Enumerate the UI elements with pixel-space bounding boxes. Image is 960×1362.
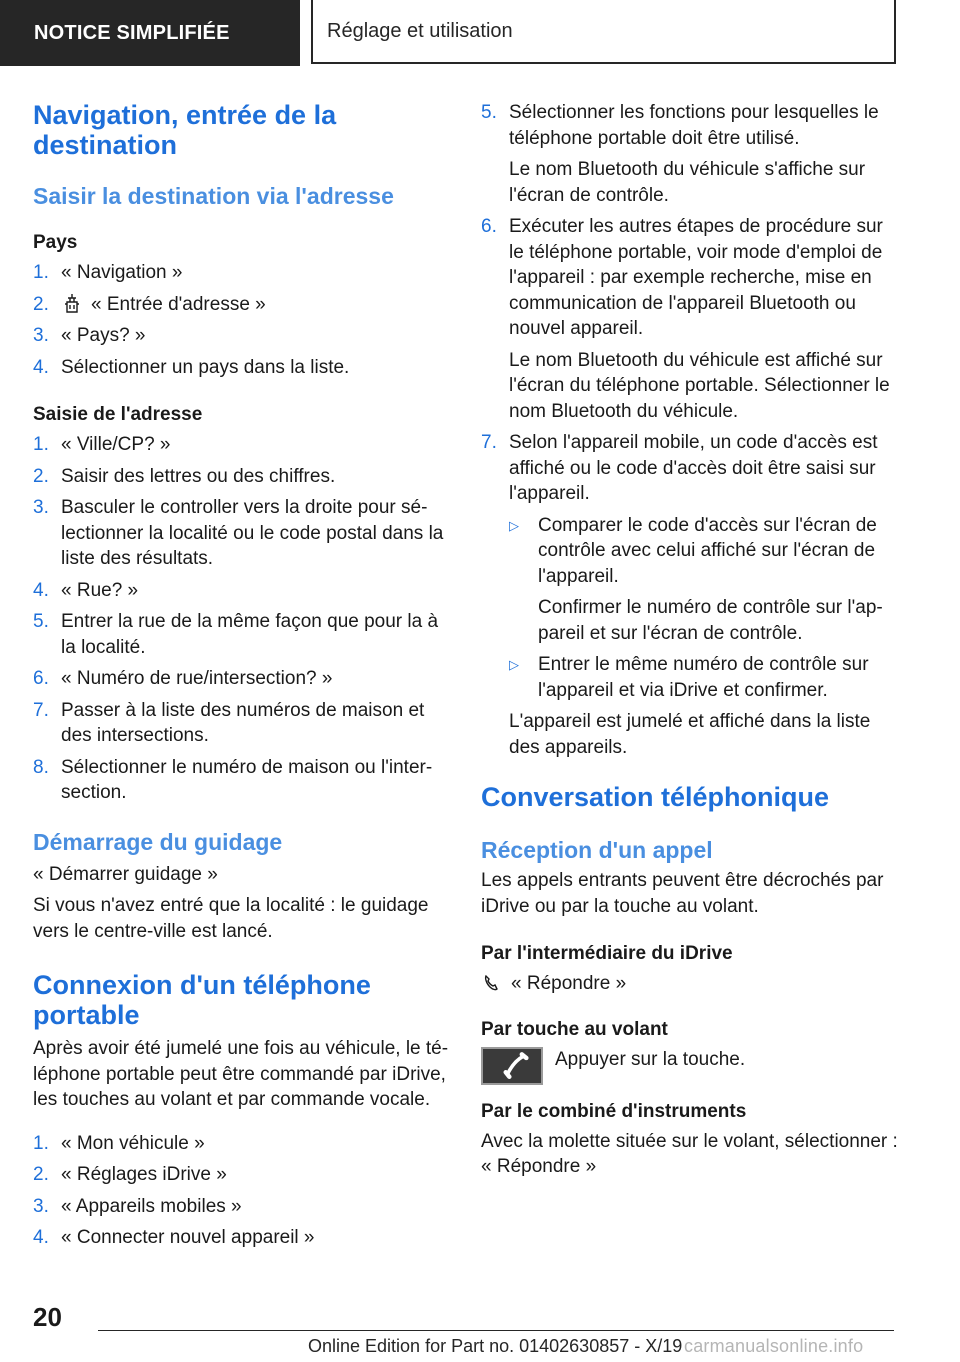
list-item: 7. Passer à la liste des numéros de maison et des intersections. — [33, 699, 425, 746]
list-item: 5. Sélectionner les fonctions pour lesquelles le téléphone portable doit être utilisé. Le nom Bluetooth du véhicule s'affiche sur l'écran de contrôle. — [481, 102, 879, 206]
address-subtitle: Saisir la destination via l'adresse — [33, 183, 394, 209]
phone-icon — [481, 971, 503, 993]
address-entry-icon — [61, 292, 83, 314]
list-item: 1. « Mon véhicule » — [33, 1132, 205, 1154]
triangle-icon: ▷ — [509, 517, 519, 533]
conversation-heading: Conversation téléphonique — [481, 782, 830, 812]
connexion-heading: Connexion d'un téléphone portable — [33, 970, 371, 1030]
adresse-heading: Saisie de l'adresse — [33, 404, 203, 425]
bullet-item: ▷ Comparer le code d'accès sur l'écran de contrôle avec celui affiché sur l'écran de l'appareil. Confirmer le numéro de contrôle sur l'appareil et sur l'écran de contrôle. — [509, 514, 883, 644]
pays-steps — [33, 260, 453, 380]
guidage-line1: « Démarrer guidage » — [33, 863, 218, 885]
list-item: 3. « Pays? » — [33, 325, 146, 346]
list-item: 5. Entrer la rue de la même façon que pour la à la localité. — [33, 611, 439, 658]
triangle-icon: ▷ — [509, 657, 519, 672]
combine-heading: Par le combiné d'instruments — [481, 1100, 747, 1122]
list-item: 4. Sélectionner un pays dans la liste. — [33, 356, 350, 378]
list-item: 4. « Connecter nouvel appareil » — [33, 1227, 315, 1248]
volant-text: Appuyer sur la touche. — [555, 1048, 746, 1070]
idrive-text: « Répondre » — [481, 971, 901, 997]
steering-phone-button-icon — [481, 1047, 543, 1085]
list-item: 2. Saisir des lettres ou des chiffres. — [33, 465, 336, 487]
chapter-title: Réglage et utilisation — [311, 0, 896, 64]
navigation-title: Navigation, entrée de la destination — [33, 100, 337, 160]
footer-divider — [98, 1330, 894, 1331]
idrive-heading: Par l'intermédiaire du iDrive — [481, 943, 733, 964]
reception-text: Les appels entrants peuvent être décrochés par iDrive ou par la touche au volant. — [481, 870, 884, 917]
guidage-heading: Démarrage du guidage — [33, 828, 283, 855]
guidage-line2: Si vous n'avez entré que la localité : le guidage vers le centre-ville est lancé. — [33, 895, 429, 942]
page-header — [0, 0, 960, 66]
section-tab: NOTICE SIMPLIFIÉE — [0, 0, 300, 66]
connexion-steps-continued — [481, 100, 901, 760]
list-item: 2. « Entrée d'adresse » — [33, 293, 266, 315]
pays-heading: Pays — [33, 232, 78, 253]
list-item: 2. « Réglages iDrive » — [33, 1164, 227, 1185]
reception-heading: Réception d'un appel — [481, 837, 713, 863]
connexion-intro: Après avoir été jumelé une fois au véhicule, le téléphone portable peut être commandé par iDrive, les touches au volant et par commande vocale. — [33, 1038, 449, 1110]
list-item: 3. « Appareils mobiles » — [33, 1195, 242, 1217]
connexion-steps — [33, 1131, 453, 1251]
volant-row — [481, 1047, 901, 1085]
list-item: 8. Sélectionner le numéro de maison ou l'intersection. — [33, 756, 433, 803]
list-item: 1. « Navigation » — [33, 262, 183, 283]
page-number: 20 — [33, 1302, 62, 1332]
list-item: 6. Exécuter les autres étapes de procédure sur le téléphone portable, voir mode d'emploi de l'appareil : par exemple recherche, mise en communication de l'appareil Bluetooth ou nouvel appareil. Le nom Bluetooth du véhicule est affiché sur l'écran du téléphone portable. Sélectionner le nom Bluetooth du véhicule. — [481, 216, 890, 422]
left-column — [33, 100, 453, 1257]
list-item: 7. Selon l'appareil mobile, un code d'accès est affiché ou le code d'accès doit être saisi sur l'appareil. ▷ Comparer le code d'accès sur l'écran de contrôle avec celui affiché sur l'écran de l'appareil. Confirmer le numéro de contrôle sur l'appareil et sur l'écran de contrôle. ▷ Entrer le même numéro de contrôle sur l'appareil et via iDrive et confirmer. L'appareil est jumelé et affiché dans la liste des appareils. — [481, 430, 901, 760]
list-item: 1. « Ville/CP? » — [33, 434, 171, 455]
list-item: 4. « Rue? » — [33, 579, 139, 601]
edition-text: Online Edition for Part no. 01402630857 - X/19 — [308, 1336, 683, 1356]
step7-bullets — [509, 513, 901, 704]
adresse-steps — [33, 432, 453, 806]
list-item: 6. « Numéro de rue/intersection? » — [33, 668, 333, 689]
right-column — [481, 100, 901, 1186]
list-item: 3. Basculer le controller vers la droite pour sélectionner la localité ou le code postal dans la liste des résultats. — [33, 497, 444, 569]
volant-heading: Par touche au volant — [481, 1018, 668, 1040]
combine-text: Avec la molette située sur le volant, sélectionner : « Répondre » — [481, 1130, 898, 1177]
bullet-item: ▷ Entrer le même numéro de contrôle sur l'appareil et via iDrive et confirmer. — [509, 654, 869, 701]
watermark: carmanualsonline.info — [684, 1336, 864, 1356]
